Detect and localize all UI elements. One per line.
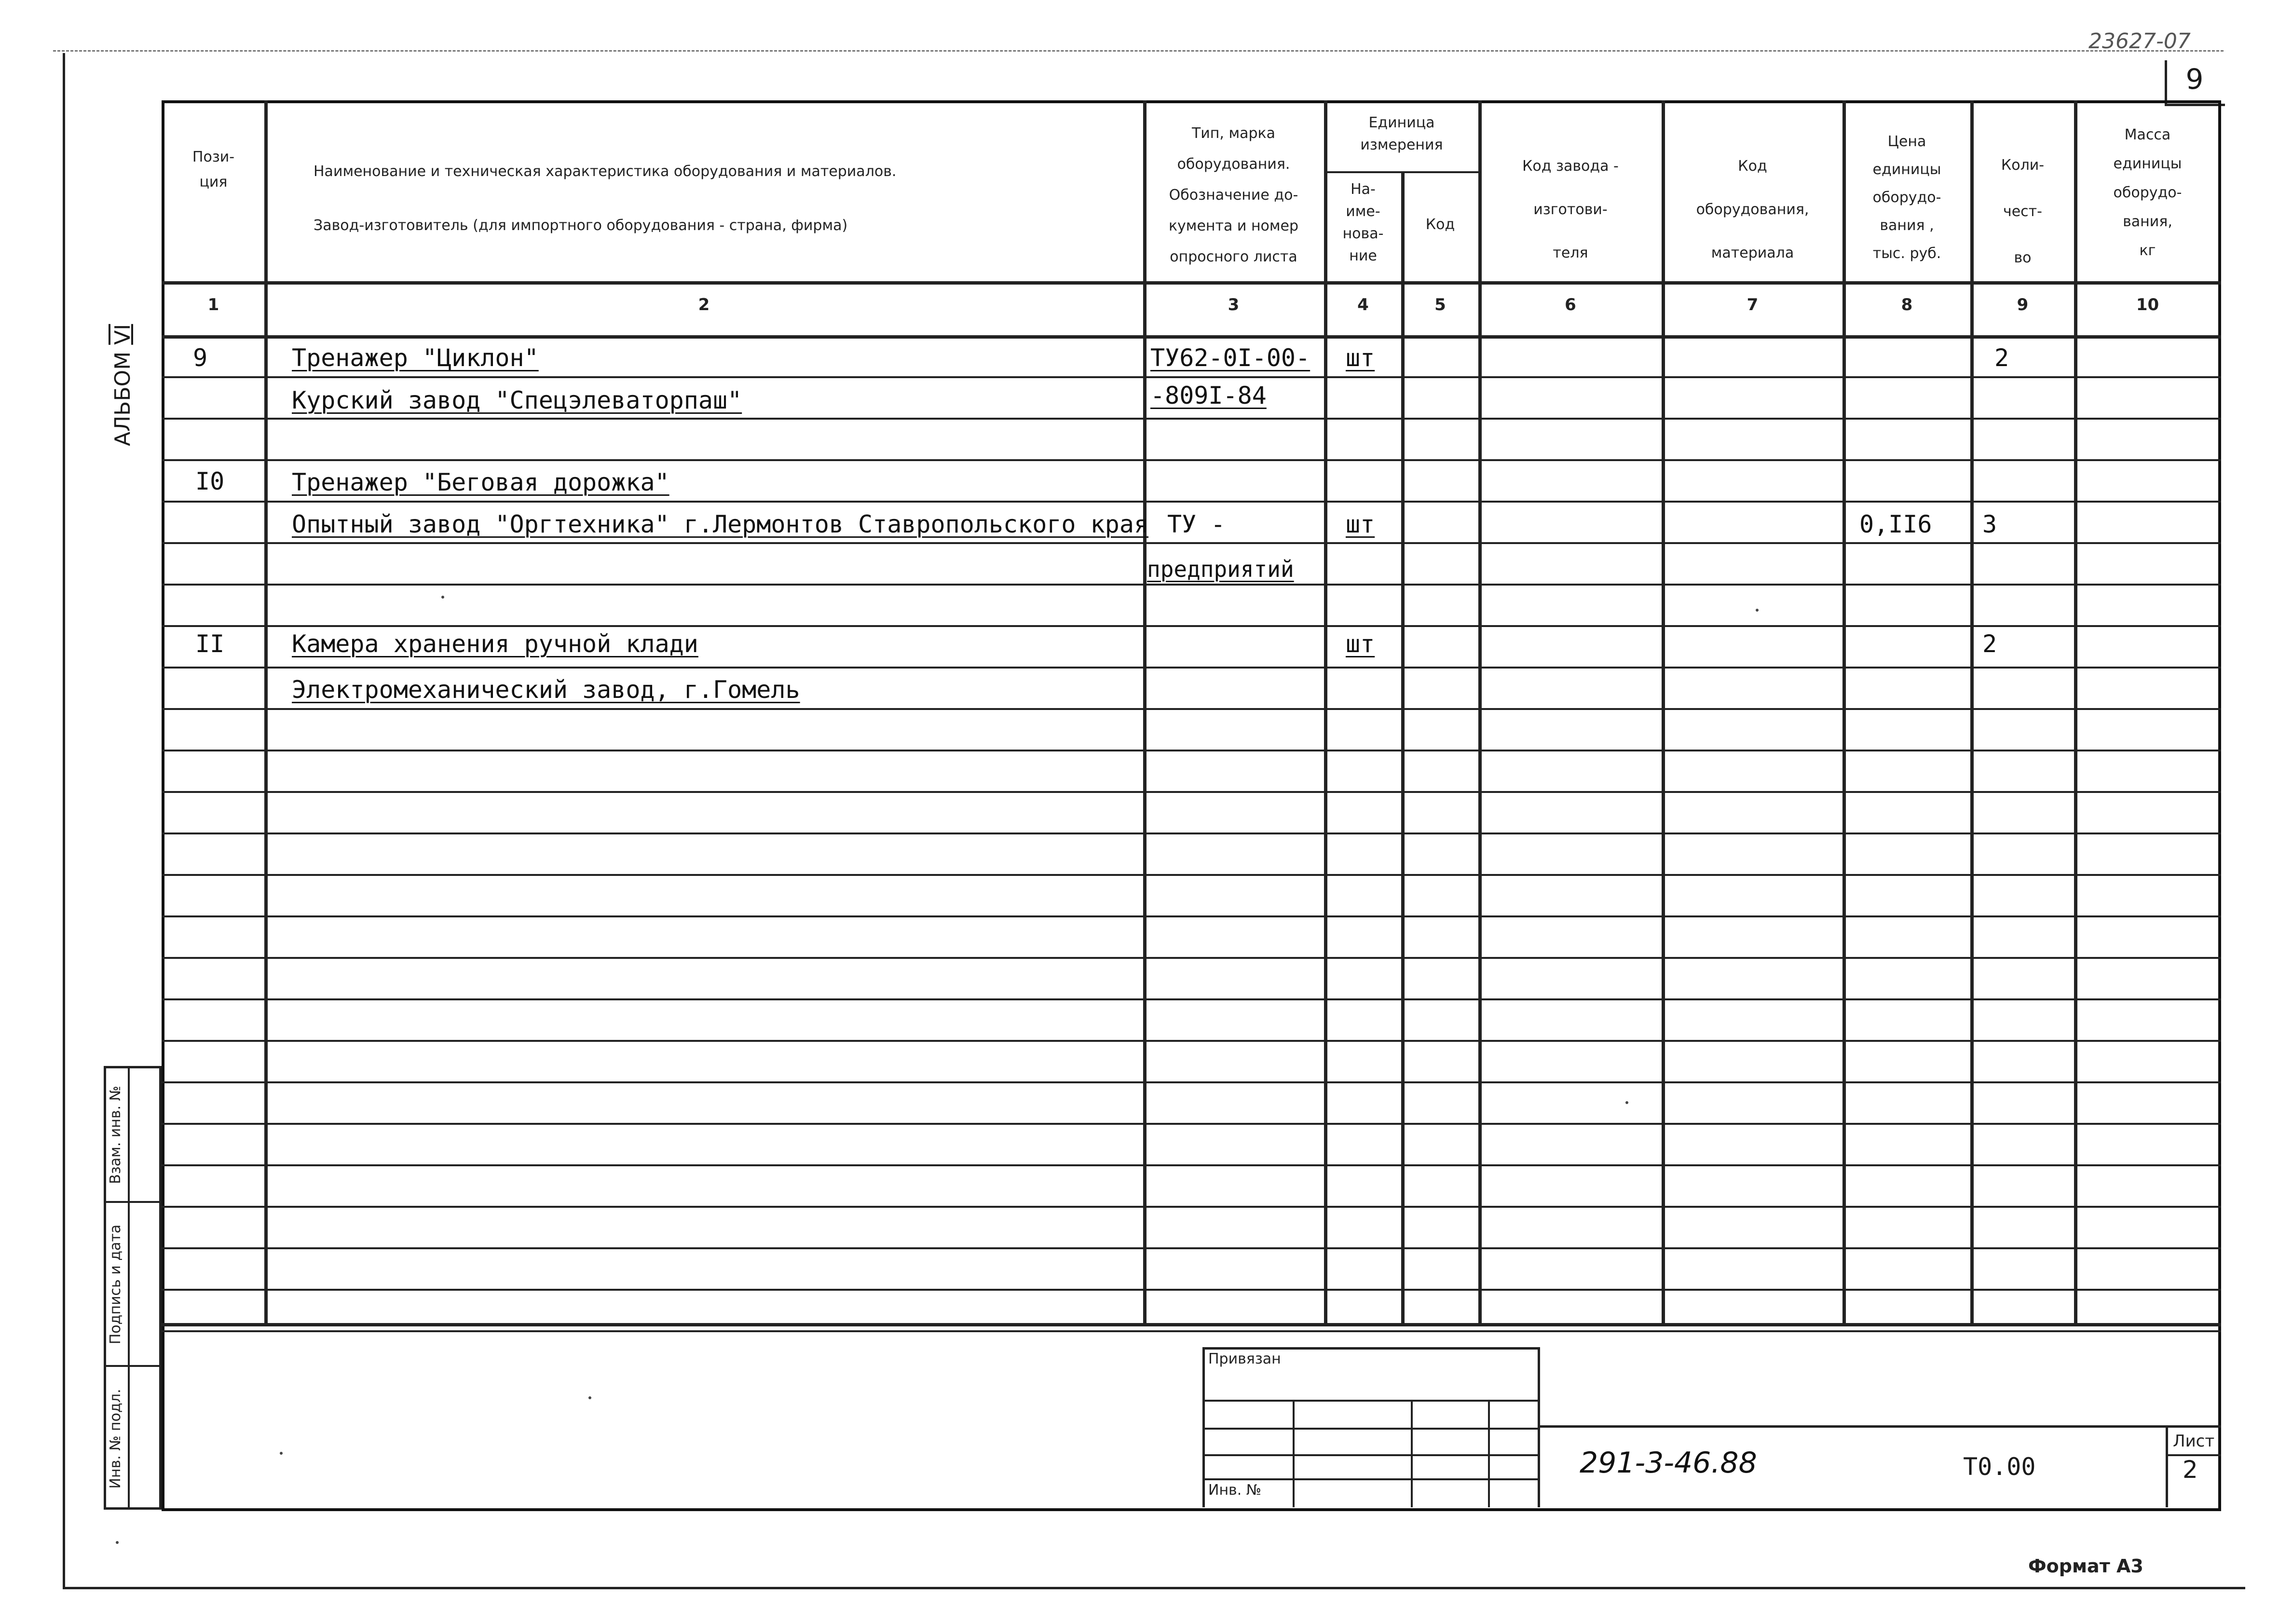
binding-col-2 xyxy=(1411,1400,1413,1507)
table-row-line xyxy=(162,750,2221,751)
table-row-line xyxy=(162,957,2221,959)
document-mark: Т0.00 xyxy=(1963,1453,2036,1481)
side-stamp-sep-1 xyxy=(104,1201,162,1203)
sheet-label: Лист xyxy=(2173,1432,2215,1451)
col-line-1 xyxy=(264,100,268,1323)
colnum-7: 7 xyxy=(1747,295,1759,314)
colnum-1: 1 xyxy=(207,295,219,314)
table-row-line xyxy=(162,459,2221,461)
header-col2: Наименование и техническая характеристика оборудования и материалов. Завод-изготовитель (для импортного оборудования - страна, фирма) xyxy=(314,163,897,234)
table-row-line xyxy=(162,1206,2221,1208)
album-label: АЛЬБОМ VI xyxy=(110,324,135,446)
table-row-line xyxy=(162,418,2221,420)
col-line-6 xyxy=(1662,100,1665,1323)
colnum-4: 4 xyxy=(1357,295,1369,314)
header-col6: Код завода - изготови- теля xyxy=(1522,158,1619,261)
table-row-line xyxy=(162,708,2221,710)
table-bottom-line xyxy=(162,1323,2221,1326)
table-row-line xyxy=(162,874,2221,876)
header-col5: Код xyxy=(1425,216,1455,233)
col-line-7 xyxy=(1842,100,1846,1323)
scan-speck xyxy=(588,1396,591,1399)
col-line-9 xyxy=(2074,100,2077,1323)
colnum-6: 6 xyxy=(1565,295,1576,314)
row-type: -809I-84 xyxy=(1150,382,1267,409)
row-quantity: 2 xyxy=(1994,344,2009,372)
table-row-line xyxy=(162,376,2221,378)
binding-col-1 xyxy=(1293,1400,1295,1507)
header-col1: Пози- ция xyxy=(192,149,235,191)
colnum-10: 10 xyxy=(2136,295,2159,314)
sheet-number: 9 xyxy=(2185,63,2204,96)
row-unit: шт xyxy=(1346,510,1375,538)
row-unit: шт xyxy=(1346,630,1375,658)
colnum-9: 9 xyxy=(2017,295,2029,314)
header-col8: Цена единицы оборудо- вания , тыс. руб. xyxy=(1872,133,1941,262)
row-price: 0,II6 xyxy=(1859,510,1932,538)
header-unit-group: Единица измерения xyxy=(1360,114,1443,153)
table-row-line xyxy=(162,625,2221,627)
binding-label: Привязан xyxy=(1208,1351,1281,1367)
table-row-line xyxy=(162,1330,2221,1332)
row-quantity: 3 xyxy=(1982,510,1997,538)
row-type: предприятий xyxy=(1147,556,1294,582)
colnum-8: 8 xyxy=(1901,295,1913,314)
table-row-line xyxy=(162,1164,2221,1166)
colnum-2: 2 xyxy=(698,295,710,314)
table-row-line xyxy=(162,998,2221,1000)
header-col9: Коли- чест- во xyxy=(2001,157,2045,266)
table-row-line xyxy=(162,832,2221,834)
sheet-value: 2 xyxy=(2183,1456,2198,1484)
row-manufacturer: Курский завод "Спецэлеваторпаш" xyxy=(292,386,742,414)
stamp-replacement-inv: Взам. инв. № xyxy=(107,1086,124,1184)
row-type: ТУ62-0I-00- xyxy=(1150,344,1310,372)
row-manufacturer: Опытный завод "Оргтехника" г.Лермонтов Ставропольского края xyxy=(292,510,1149,538)
binding-col-3 xyxy=(1488,1400,1490,1507)
header-col3: Тип, марка оборудования. Обозначение до- кумента и номер опросного листа xyxy=(1168,125,1299,265)
table-row-line xyxy=(162,791,2221,793)
header-col4: На- име- нова- ние xyxy=(1342,181,1384,264)
code-block-top xyxy=(1540,1425,2221,1428)
row-name: Тренажер "Циклон" xyxy=(292,344,539,372)
table-row-line xyxy=(162,1123,2221,1125)
table-row-line xyxy=(162,542,2221,544)
header-bottom-line xyxy=(162,281,2221,285)
col-line-3 xyxy=(1324,100,1327,1323)
stamp-signature-date: Подпись и дата xyxy=(107,1224,124,1345)
table-row-line xyxy=(162,501,2221,503)
scan-speck xyxy=(441,596,444,599)
row-quantity: 2 xyxy=(1982,630,1997,658)
table-row-line xyxy=(162,915,2221,917)
scan-speck xyxy=(1756,609,1759,612)
row-position: I0 xyxy=(195,467,225,495)
binding-inv-label: Инв. № xyxy=(1208,1482,1262,1499)
col-line-5 xyxy=(1478,100,1482,1323)
table-row-line xyxy=(162,667,2221,669)
side-stamp-sep-2 xyxy=(104,1365,162,1367)
colnum-5: 5 xyxy=(1434,295,1446,314)
document-code: 291-3-46.88 xyxy=(1580,1446,1757,1480)
side-stamp-divider xyxy=(128,1066,130,1510)
colnum-bottom-line xyxy=(162,335,2221,339)
col-line-2 xyxy=(1143,100,1146,1323)
header-col10: Масса единицы оборудо- вания, кг xyxy=(2113,126,2182,259)
row-position: II xyxy=(195,630,225,658)
colnum-3: 3 xyxy=(1228,295,1240,314)
table-row-line xyxy=(162,1081,2221,1083)
row-name: Тренажер "Беговая дорожка" xyxy=(292,468,669,496)
top-corner-note: 23627-07 xyxy=(2088,29,2191,54)
row-type: ТУ - xyxy=(1167,510,1226,538)
table-row-line xyxy=(162,1247,2221,1249)
row-position: 9 xyxy=(193,344,208,372)
page-top-dashed-line xyxy=(53,50,2224,52)
row-name: Камера хранения ручной клади xyxy=(292,630,698,658)
row-manufacturer: Электромеханический завод, г.Гомель xyxy=(292,676,800,704)
paper-format: Формат А3 xyxy=(2028,1556,2143,1577)
scan-speck xyxy=(116,1541,119,1544)
table-row-line xyxy=(162,1040,2221,1042)
row-unit: шт xyxy=(1346,344,1375,372)
table-row-line xyxy=(162,584,2221,586)
scan-speck xyxy=(280,1452,283,1455)
scan-speck xyxy=(1625,1101,1628,1104)
col-line-8 xyxy=(1970,100,1974,1323)
header-col7: Код оборудования, материала xyxy=(1696,158,1809,261)
col-line-4 xyxy=(1401,171,1405,1323)
table-row-line xyxy=(162,1289,2221,1291)
stamp-original-inv: Инв. № подл. xyxy=(107,1389,124,1489)
